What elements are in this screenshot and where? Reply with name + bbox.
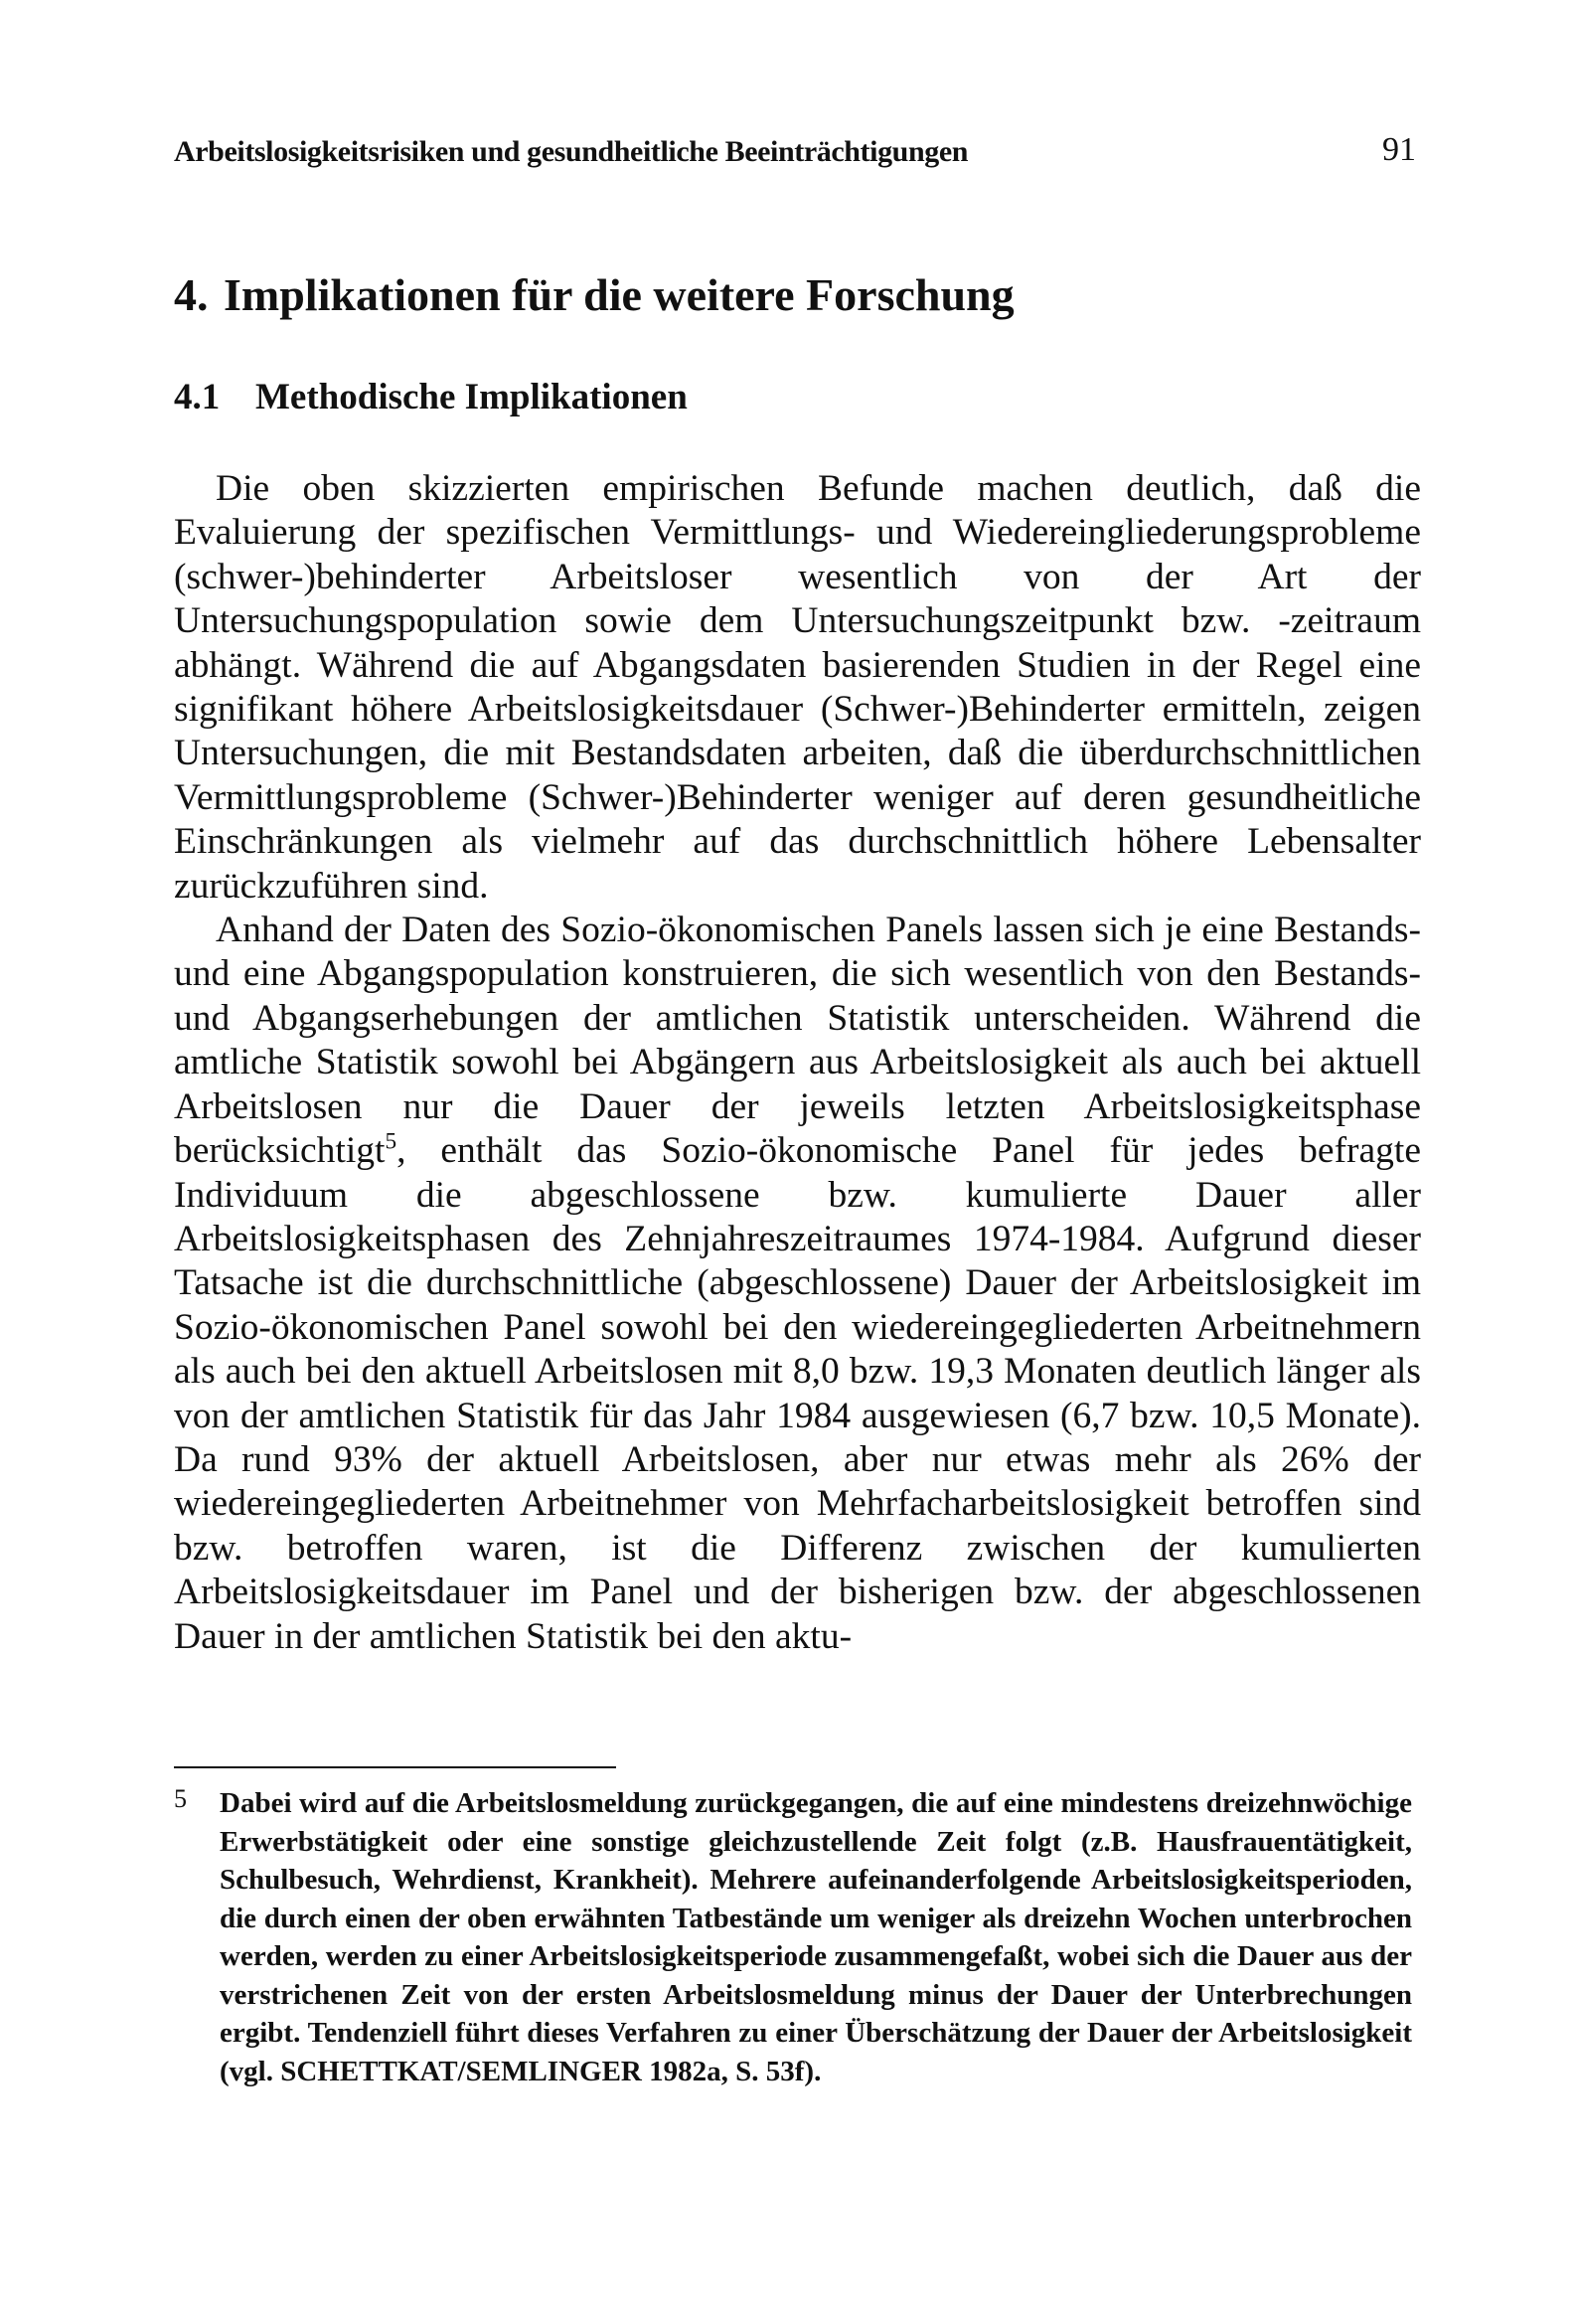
page-number: 91 (1382, 131, 1416, 168)
subsection-number: 4.1 (174, 377, 221, 417)
paragraph-2 (174, 909, 1421, 1659)
subsection-heading (174, 376, 688, 418)
running-head: Arbeitslosigkeitsrisiken und gesundheitliche Beeinträchtigungen (174, 135, 969, 168)
footnote-text: Dabei wird auf die Arbeitslosmeldung zurückgegangen, die auf eine mindestens dreizehnwöchige Erwerbstätigkeit oder eine sonstige gleichzustellende Zeit folgt (z.B. Hausfrauentätigkeit, Schulbesuch, Wehrdienst, Krankheit). Mehrere aufeinanderfolgende Arbeitslosigkeitsperioden, die durch einen der oben erwähnten Tatbestände um weniger als dreizehn Wochen unterbrochen werden, werden zu einer Arbeitslosigkeitsperiode zusammengefaßt, wobei sich die Dauer aus der verstrichenen Zeit von der ersten Arbeitslosmeldung minus der Dauer der Unterbrechungen ergibt. Tendenziell führt dieses Verfahren zu einer Überschätzung der Dauer der Arbeitslosigkeit (vgl. SCHETTKAT/SEMLINGER 1982a, S. 53f). (220, 1787, 1412, 2087)
paragraph-2-part-2: , enthält das Sozio-ökonomische Panel für jedes befragte Individuum die abgeschlossene bzw. kumulierte Dauer aller Arbeitslosigkeitsphasen des Zehnjahreszeitraumes 1974-1984. Aufgrund dieser Tatsache ist die durchschnittliche (abgeschlossene) Dauer der Arbeitslosigkeit im Sozio-ökonomischen Panel sowohl bei den wiedereingegliederten Arbeitnehmern als auch bei den aktuell Arbeitslosen mit 8,0 bzw. 19,3 Monaten deutlich länger als von der amtlichen Statistik für das Jahr 1984 ausgewiesen (6,7 bzw. 10,5 Monate). Da rund 93% der aktuell Arbeitslosen, aber nur etwas mehr als 26% der wiedereingegliederten Arbeitnehmer von Mehrfacharbeitslosigkeit betroffen sind bzw. betroffen waren, ist die Differenz zwischen der kumulierten Arbeitslosigkeitsdauer im Panel und der bisherigen bzw. der abgeschlossenen Dauer in der amtlichen Statistik bei den aktu- (174, 1130, 1421, 1657)
paragraph-1: Die oben skizzierten empirischen Befunde machen deutlich, daß die Evaluierung der spezifischen Vermittlungs- und Wiedereingliederungsprobleme (schwer-)behinderter Arbeitsloser wesentlich von der Art der Untersuchungspopulation sowie dem Untersuchungszeitpunkt bzw. -zeitraum abhängt. Während die auf Abgangsdaten basierenden Studien in der Regel eine signifikant höhere Arbeitslosigkeitsdauer (Schwer-)Behinderter ermitteln, zeigen Untersuchungen, die mit Bestandsdaten arbeiten, daß die überdurchschnittlichen Vermittlungsprobleme (Schwer-)Behinderter weniger auf deren gesundheitliche Einschränkungen als vielmehr auf das durchschnittlich höhere Lebensalter zurückzuführen sind. (174, 468, 1421, 907)
section-number: 4. (174, 269, 209, 320)
section-title: Implikationen für die weitere Forschung (224, 269, 1015, 320)
footnote (174, 1784, 1421, 2090)
subsection-title: Methodische Implikationen (255, 377, 688, 417)
footnote-reference: 5 (385, 1128, 397, 1155)
footnote-marker: 5 (174, 1784, 187, 1813)
body-text (174, 467, 1421, 1659)
footnote-divider (174, 1766, 616, 1768)
section-heading (174, 268, 1015, 321)
paragraph-2-part-1: Anhand der Daten des Sozio-ökonomischen Panels lassen sich je eine Bestands- und eine Abgangspopulation konstruieren, die sich wesentlich von den Bestands- und Abgangserhebungen der amtlichen Statistik unterscheiden. Während die amtliche Statistik sowohl bei Abgängern aus Arbeitslosigkeit als auch bei aktuell Arbeitslosen nur die Dauer der jeweils letzten Arbeitslosigkeitsphase berücksichtigt (174, 910, 1421, 1172)
